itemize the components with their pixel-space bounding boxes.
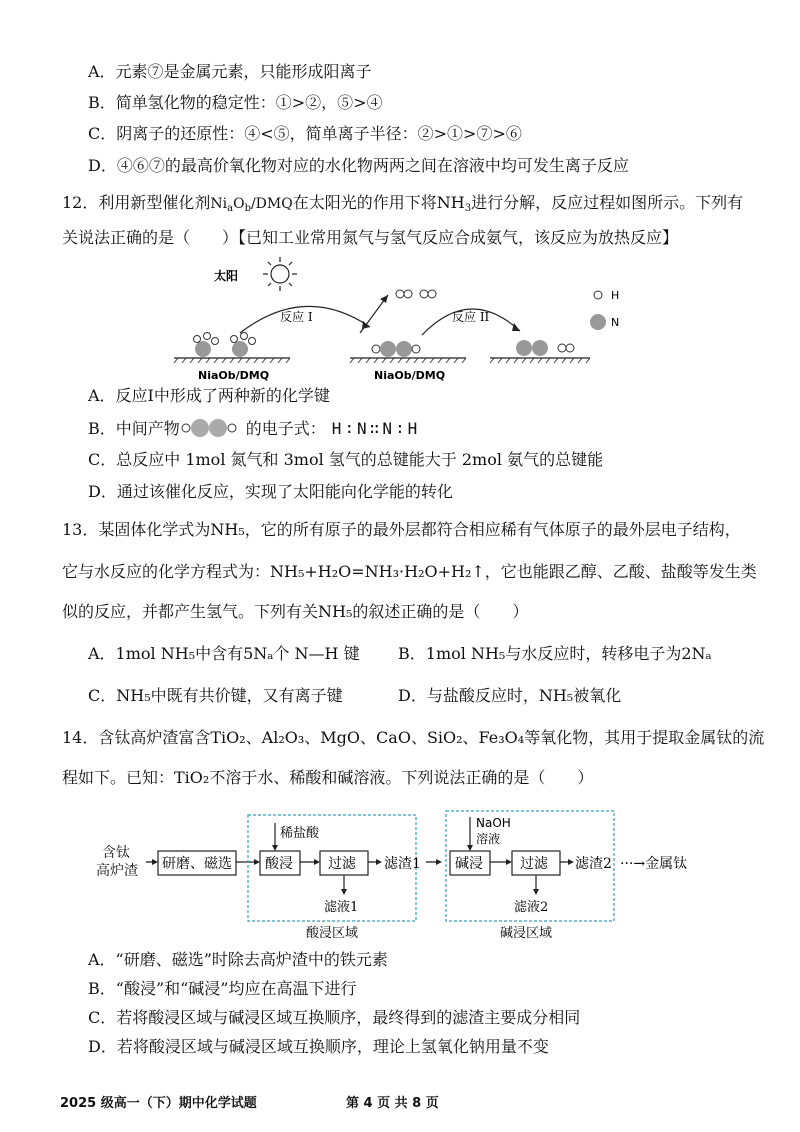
flow-acid-zone-label: 酸浸区域: [306, 926, 359, 941]
q12-option-b-prefix: B．中间产物: [88, 419, 180, 438]
nh3-sub: 3: [464, 203, 472, 214]
flow-start-line1: 含钛: [102, 845, 130, 861]
q14-option-a: A．“研磨、磁选”时除去高炉渣中的铁元素: [88, 950, 388, 969]
reaction-diagram: [170, 255, 640, 385]
catalyst-surface-2: [350, 358, 466, 363]
q12-stem-b: 在太阳光的作用下将NH: [292, 193, 465, 212]
q13-stem-line3: 似的反应，并都产生氢气。下列有关NH₅的叙述正确的是（ ）: [62, 602, 529, 621]
q11-option-d: D．④⑥⑦的最高价氧化物对应的水化物两两之间在溶液中均可发生离子反应: [88, 156, 629, 175]
q13-stem-line1: 13．某固体化学式为NH₅，它的所有原子的最外层都符合相应稀有气体原子的最外层电子结构，: [62, 520, 741, 539]
q14-option-d: D．若将酸浸区域与碱浸区域互换顺序，理论上氢氧化钠用量不变: [88, 1037, 549, 1056]
q14-stem-line2: 程如下。已知：TiO₂不溶于水、稀酸和碱溶液。下列说法正确的是（ ）: [62, 768, 594, 787]
reaction1-label: 反应 I: [280, 310, 313, 324]
catalyst-label-2: NiaOb/DMQ: [374, 369, 446, 382]
q12-stem-c: 进行分解，反应过程如图所示。下列有: [471, 193, 744, 212]
legend: [590, 289, 619, 330]
catalyst-label-1: NiaOb/DMQ: [198, 369, 270, 382]
flow-acid-reagent: 稀盐酸: [280, 826, 320, 841]
flow-filter1: 过滤: [328, 856, 356, 872]
flow-acid-leach: 酸浸: [265, 856, 293, 872]
q12-option-b-mid: 的电子式：: [245, 419, 326, 438]
electron-formula: H∶N∷N∶H: [331, 419, 421, 438]
q13-option-b: B．1mol NH₅与水反应时，转移电子为2Nₐ: [398, 644, 712, 663]
sun-icon: [263, 257, 297, 291]
q13-option-c: C．NH₅中既有共价键，又有离子键: [88, 686, 343, 705]
q12-stem-a: 12．利用新型催化剂: [62, 193, 211, 212]
flow-base-reagent-2: 溶液: [476, 832, 501, 846]
catalyst-sub-a: a: [227, 203, 234, 214]
n2-h2-products: [516, 340, 574, 356]
flow-filtrate1: 滤液1: [324, 900, 359, 915]
q12-stem-line1: [62, 193, 743, 219]
q11-option-a: A．元素⑦是金属元素，只能形成阳离子: [88, 62, 372, 81]
catalyst-sub-b: b: [244, 203, 251, 214]
catalyst-ni: Ni: [210, 196, 228, 212]
flow-base-zone-label: 碱浸区域: [500, 926, 553, 941]
nh3-molecules: [194, 333, 256, 358]
legend-h: H: [611, 289, 620, 302]
flow-residue1: 滤渣1: [384, 856, 421, 872]
reaction2-label: 反应 II: [452, 310, 490, 324]
catalyst-tail: /DMQ: [250, 196, 293, 212]
sun-label: 太阳: [214, 269, 239, 283]
flow-filtrate2: 滤液2: [514, 900, 549, 915]
intermediate-molecule-icon: [180, 418, 246, 438]
n2h2-intermediate: [372, 341, 420, 357]
q14-option-c: C．若将酸浸区域与碱浸区域互换顺序，最终得到的滤渣主要成分相同: [88, 1008, 581, 1027]
footer-exam-title: 2025 级高一（下）期中化学试题: [60, 1096, 257, 1111]
flow-residue2: 滤渣2: [575, 856, 612, 872]
q13-stem-line2: 它与水反应的化学方程式为：NH₅+H₂O=NH₃·H₂O+H₂↑，它也能跟乙醇、乙酸、盐酸等发生类: [62, 562, 757, 581]
q12-stem-line2: 关说法正确的是（ ）【已知工业常用氮气与氢气反应合成氨气，该反应为放热反应】: [62, 228, 679, 247]
catalyst-formula: [210, 196, 292, 212]
q11-option-b: B．简单氢化物的稳定性：①>②，⑤>④: [88, 93, 383, 112]
q11-option-c: C．阴离子的还原性：④<⑤，简单离子半径：②>①>⑦>⑥: [88, 124, 522, 143]
legend-n: N: [611, 316, 620, 329]
catalyst-surface-3: [490, 358, 590, 363]
q13-option-d: D．与盐酸反应时，NH₅被氧化: [398, 686, 622, 705]
flow-end: ···→金属钛: [620, 856, 688, 872]
q12-option-a: A．反应Ⅰ中形成了两种新的化学键: [88, 386, 330, 405]
q12-option-c: C．总反应中 1mol 氮气和 3mol 氢气的总键能大于 2mol 氨气的总键能: [88, 450, 604, 469]
h2-molecules: [396, 290, 436, 298]
flow-grind: 研磨、磁选: [162, 856, 232, 872]
catalyst-o: O: [233, 196, 245, 212]
process-flow-diagram: [96, 805, 706, 945]
flow-start-line2: 高炉渣: [96, 863, 138, 879]
q14-option-b: B．“酸浸”和“碱浸”均应在高温下进行: [88, 979, 357, 998]
q12-option-b: [88, 418, 420, 439]
q12-option-d: D．通过该催化反应，实现了太阳能向化学能的转化: [88, 482, 453, 501]
flow-filter2: 过滤: [520, 856, 548, 872]
flow-base-leach: 碱浸: [455, 856, 483, 872]
q13-option-a: A．1mol NH₅中含有5Nₐ个 N—H 键: [88, 644, 360, 663]
footer-page-number: 第 4 页 共 8 页: [346, 1096, 439, 1111]
flow-base-reagent-1: NaOH: [476, 816, 511, 830]
catalyst-surface-1: [174, 358, 290, 363]
q14-stem-line1: 14．含钛高炉渣富含TiO₂、Al₂O₃、MgO、CaO、SiO₂、Fe₃O₄等氧化物，其用于提取金属钛的流: [62, 728, 765, 747]
